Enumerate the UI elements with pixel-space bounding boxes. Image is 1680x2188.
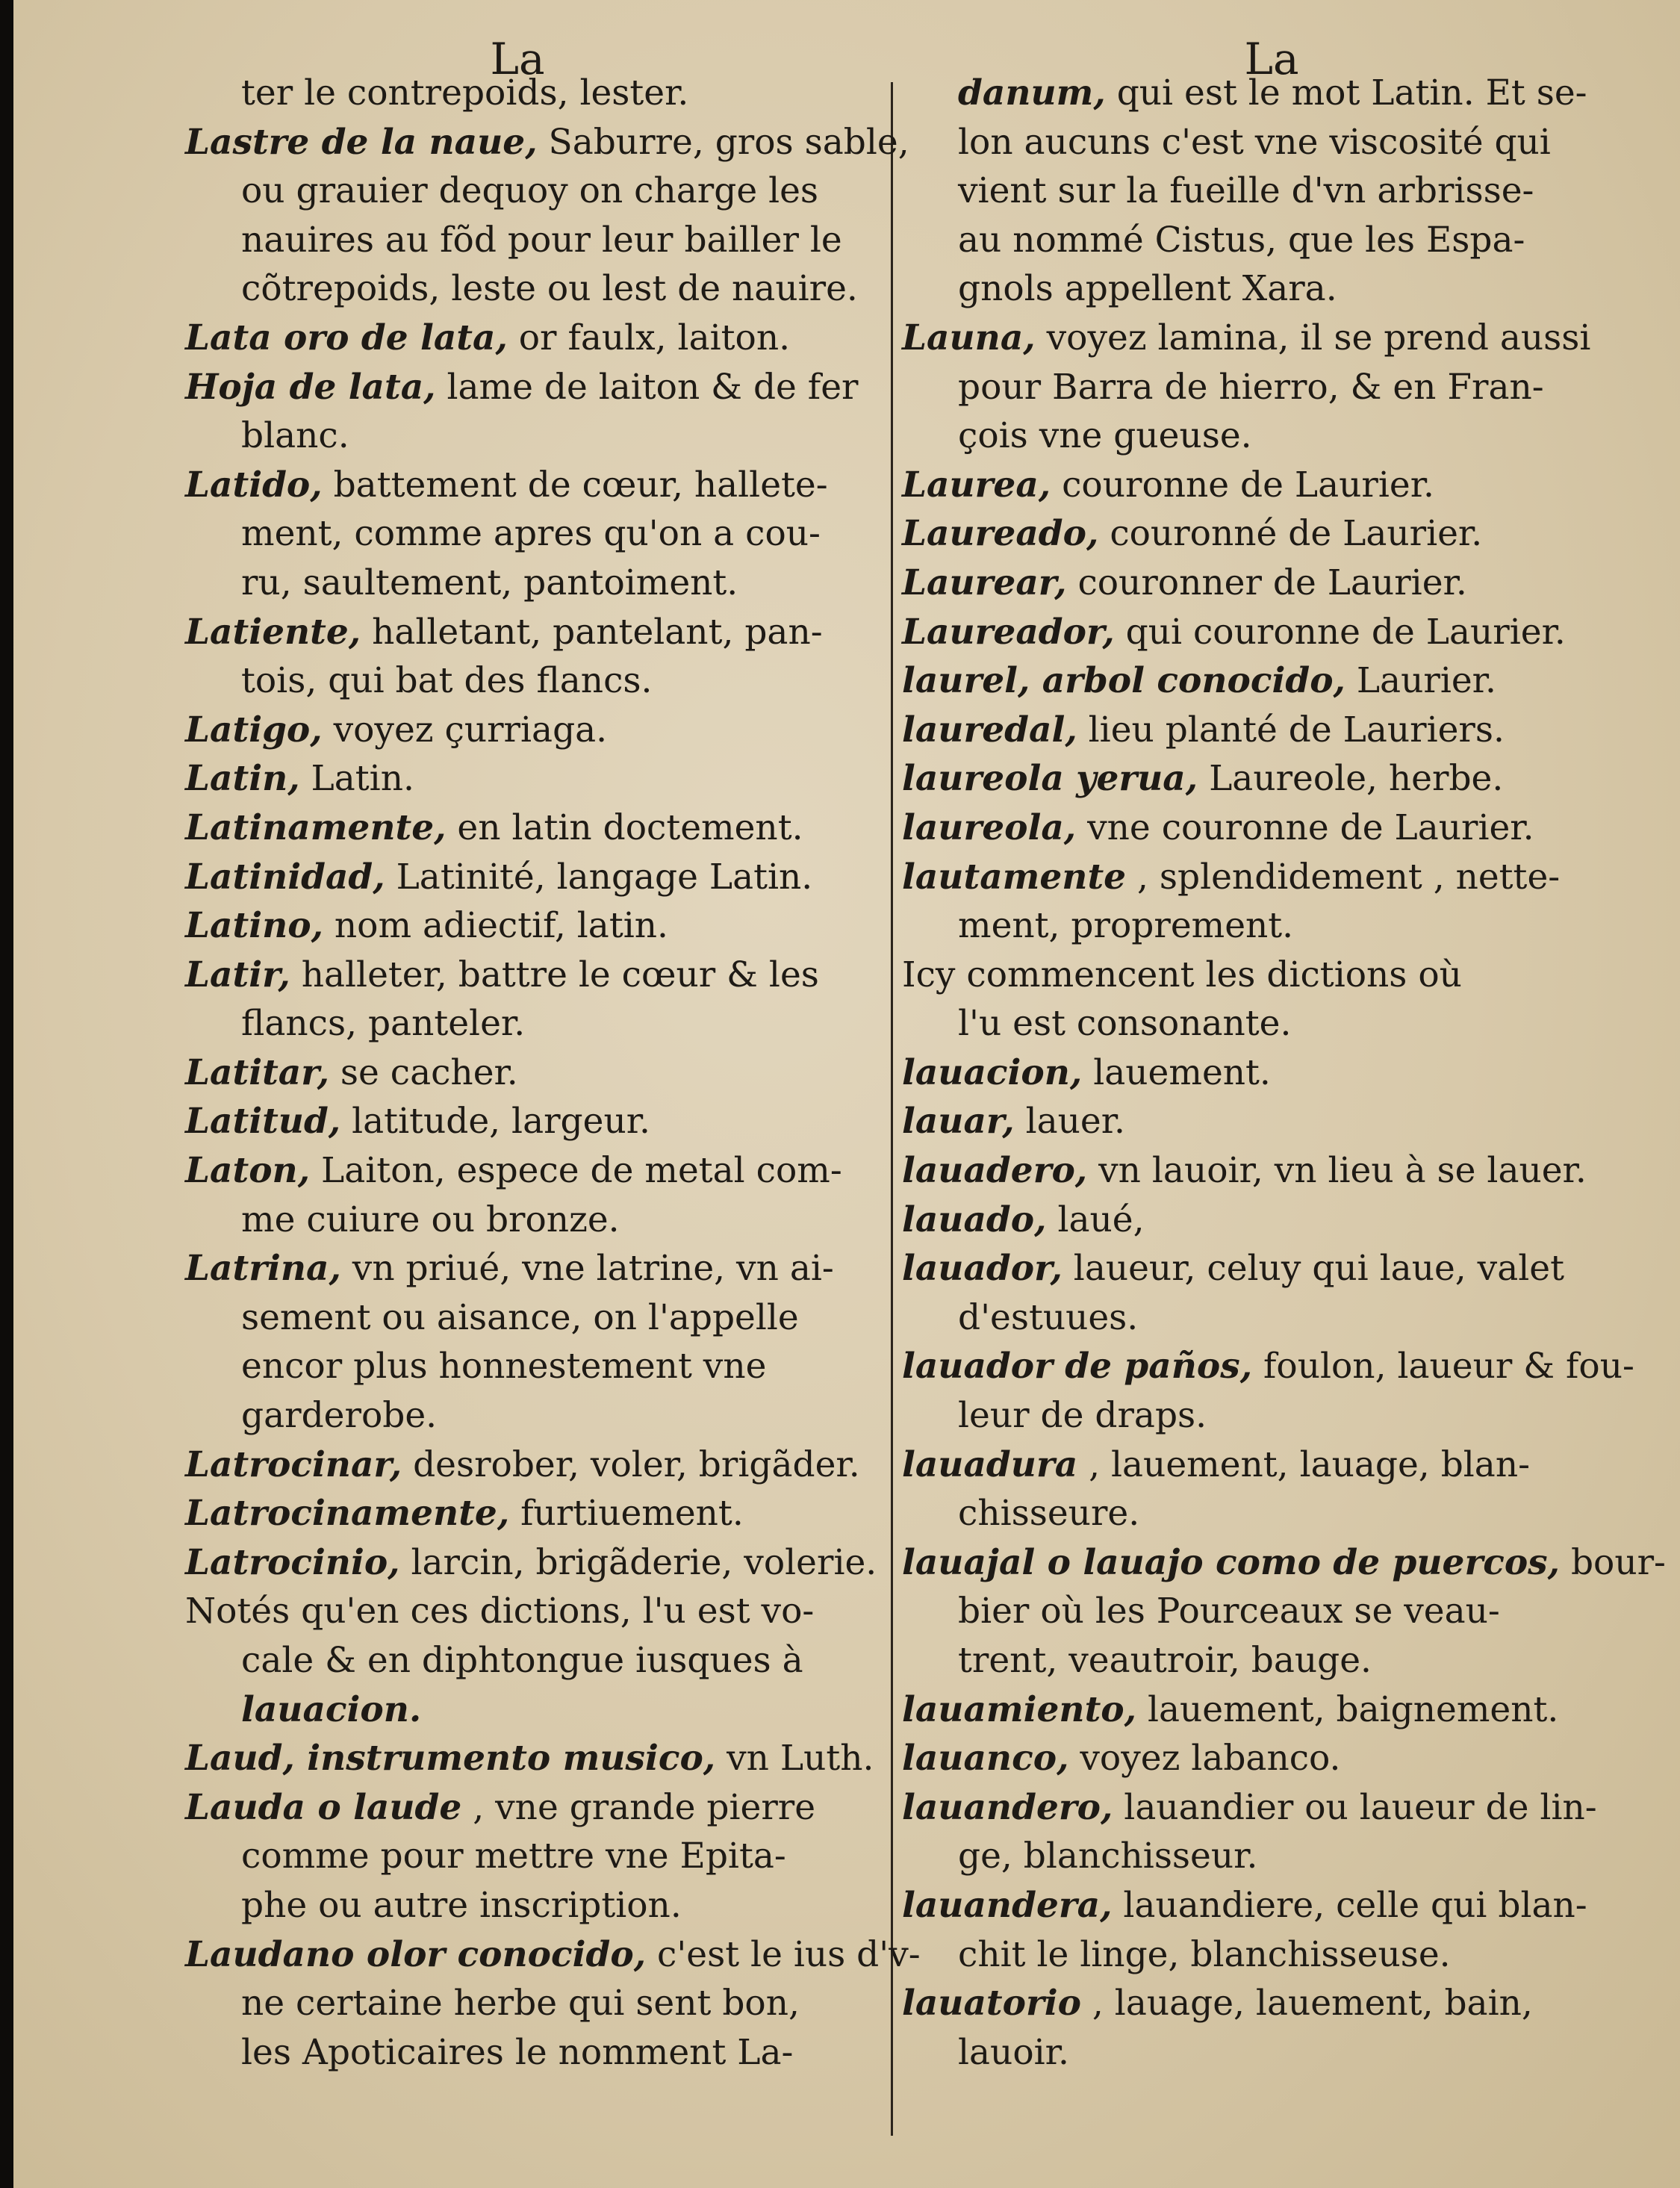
headword: laurel, arbol conocido, (902, 660, 1345, 702)
headword: Lastre de la naue, (185, 121, 538, 163)
entry-line (902, 1832, 1649, 1881)
entry-line (185, 1979, 880, 2028)
headword: Latiente, (185, 611, 361, 653)
entry-line (185, 706, 880, 755)
definition-text: Saburre, gros sable, (537, 121, 909, 163)
entry-line (902, 363, 1649, 412)
entry-line (185, 1244, 880, 1293)
entry-line (902, 1391, 1649, 1440)
entry-line (902, 608, 1649, 657)
definition-text: les Apoticaires le nomment La- (241, 2031, 794, 2073)
definition-text: Latin. (299, 758, 414, 800)
headword: Latino, (185, 905, 323, 947)
entry-line (902, 1881, 1649, 1930)
headword: lauatorio (902, 1983, 1081, 2024)
definition-text: ter le contrepoids, lester. (241, 72, 689, 114)
headword: Laud, instrumento musico, (185, 1738, 716, 1780)
definition-text: vn lauoir, vn lieu à se lauer. (1087, 1150, 1587, 1192)
headword: Latin, (185, 758, 300, 800)
definition-text: qui est le mot Latin. Et se- (1105, 72, 1587, 114)
entry-line (185, 69, 880, 118)
headword: danum, (958, 72, 1106, 114)
entry-line (185, 1342, 880, 1391)
headword: Laureador, (902, 611, 1115, 653)
entry-line (902, 118, 1649, 167)
right-column (902, 69, 1666, 2077)
entry-line (185, 1196, 880, 1245)
definition-text: latitude, largeur. (340, 1101, 650, 1143)
headword: Latir, (185, 954, 290, 995)
headword: Latinamente, (185, 806, 447, 848)
definition-text: lauement. (1082, 1051, 1271, 1093)
definition-text: se cacher. (329, 1051, 518, 1093)
definition-text: foulon, laueur & fou- (1252, 1346, 1634, 1387)
entry-line (185, 608, 880, 657)
definition-text: garderobe. (241, 1395, 438, 1437)
entry-line (902, 1685, 1649, 1735)
definition-text: laueur, celuy qui laue, valet (1062, 1248, 1564, 1290)
entry-line (902, 853, 1649, 902)
entry-line (185, 1636, 880, 1685)
dictionary-page (13, 0, 1680, 2188)
definition-text: sement ou aisance, on l'appelle (241, 1296, 799, 1338)
entry-line (185, 2028, 880, 2077)
entry-line (185, 264, 880, 314)
definition-text: couronné de Laurier. (1098, 513, 1483, 555)
entry-line (185, 1734, 880, 1783)
headword: lauador, (902, 1248, 1063, 1290)
entry-line (185, 901, 880, 951)
headword: Latido, (185, 464, 323, 506)
definition-text: couronne de Laurier. (1051, 464, 1434, 506)
entry-line (902, 754, 1649, 804)
definition-text: qui couronne de Laurier. (1114, 611, 1566, 653)
entry-line (185, 363, 880, 412)
definition-text: nauires au fõd pour leur bailler le (241, 219, 842, 261)
headword: lauar, (902, 1101, 1015, 1143)
entry-line (902, 999, 1649, 1048)
entry-line (185, 509, 880, 559)
headword: Latigo, (185, 709, 323, 750)
definition-text: ment, proprement. (958, 905, 1294, 947)
entry-line (185, 216, 880, 265)
definition-text: tois, qui bat des flancs. (241, 660, 653, 702)
headword: Laureado, (902, 513, 1099, 555)
headword: Latitar, (185, 1051, 329, 1093)
definition-text: pour Barra de hierro, & en Fran- (958, 366, 1544, 408)
definition-text: , splendidement , nette- (1126, 856, 1561, 898)
definition-text: gnols appellent Xara. (958, 268, 1337, 310)
entry-line (902, 1734, 1649, 1783)
entry-line (185, 1685, 880, 1735)
definition-text: blanc. (241, 415, 349, 457)
headword: Launa, (902, 317, 1036, 358)
entry-line (185, 1538, 880, 1588)
definition-text: voyez lamina, il se prend aussi (1035, 317, 1591, 358)
definition-text: halleter, battre le cœur & les (290, 954, 819, 995)
headword: lauajal o lauajo como de puercos, (902, 1541, 1560, 1583)
definition-text: cale & en diphtongue iusques à (241, 1640, 803, 1681)
entry-line (902, 901, 1649, 951)
definition-text: nom adiectif, latin. (323, 905, 668, 947)
definition-text: vient sur la fueille d'vn arbrisse- (958, 170, 1534, 212)
entry-line (185, 1587, 880, 1636)
entry-line (902, 1587, 1649, 1636)
headword: lauadero, (902, 1150, 1088, 1192)
definition-text: cõtrepoids, leste ou lest de nauire. (241, 268, 858, 310)
definition-text: d'estuues. (958, 1296, 1139, 1338)
headword: lauado, (902, 1199, 1047, 1240)
definition-text: en latin doctement. (446, 806, 803, 848)
entry-line (902, 411, 1649, 461)
entry-line (185, 1930, 921, 1980)
entry-line (902, 1489, 1649, 1538)
definition-text: vn Luth. (715, 1738, 874, 1780)
definition-text: ment, comme apres qu'on a cou- (241, 513, 821, 555)
definition-text: chit le linge, blanchisseuse. (958, 1933, 1451, 1975)
headword: lauadura (902, 1443, 1078, 1485)
headword: Laurear, (902, 562, 1067, 603)
headword: Latrocinar, (185, 1443, 402, 1485)
definition-text: c'est le ius d'v- (646, 1933, 921, 1975)
entry-line (902, 1342, 1649, 1391)
definition-text: ne certaine herbe qui sent bon, (241, 1983, 800, 2024)
entry-line (185, 999, 880, 1048)
definition-text: larcin, brigãderie, volerie. (399, 1541, 877, 1583)
headword: lauanco, (902, 1738, 1069, 1780)
definition-text: lieu planté de Lauriers. (1077, 709, 1505, 750)
entry-line (902, 1048, 1649, 1098)
headword: lauandero, (902, 1786, 1113, 1828)
definition-text: halletant, pantelant, pan- (361, 611, 823, 653)
definition-text: or faulx, laiton. (507, 317, 791, 358)
definition-text: lon aucuns c'est vne viscosité qui (958, 121, 1551, 163)
entry-line (902, 706, 1649, 755)
definition-text: trent, veautroir, bauge. (958, 1640, 1372, 1681)
entry-line (902, 264, 1649, 314)
entry-line (185, 314, 880, 363)
headword: laureola, (902, 806, 1077, 848)
definition-text: phe ou autre inscription. (241, 1884, 682, 1926)
entry-line (902, 1538, 1666, 1588)
definition-text: lauandier ou laueur de lin- (1113, 1786, 1597, 1828)
definition-text: , lauage, lauement, bain, (1080, 1983, 1533, 2024)
definition-text: lame de laiton & de fer (435, 366, 859, 408)
headword: Lauda o laude (185, 1786, 462, 1828)
headword: lauamiento, (902, 1688, 1137, 1730)
definition-text: ou grauier dequoy on charge les (241, 170, 819, 212)
entry-line (185, 411, 880, 461)
definition-text: furtiuement. (509, 1493, 744, 1535)
entry-line (902, 1440, 1649, 1490)
definition-text: lauement, baignement. (1136, 1688, 1559, 1730)
entry-line (185, 1832, 880, 1881)
entry-line (902, 656, 1649, 706)
entry-line (902, 1979, 1649, 2028)
definition-text: voyez labanco. (1068, 1738, 1341, 1780)
definition-text: lauandiere, celle qui blan- (1112, 1884, 1587, 1926)
definition-text: Icy commencent les dictions où (902, 954, 1462, 995)
definition-text: Laureole, herbe. (1198, 758, 1504, 800)
column-divider (891, 82, 893, 2136)
left-column (185, 69, 921, 2077)
definition-text: Latinité, langage Latin. (385, 856, 813, 898)
headword: Latrina, (185, 1248, 341, 1290)
definition-text: Laurier. (1345, 660, 1496, 702)
entry-line (185, 1391, 880, 1440)
left-running-head: La (490, 34, 545, 84)
headword: Laurea, (902, 464, 1051, 506)
entry-line (185, 167, 880, 216)
entry-line (902, 951, 1649, 1000)
entry-line (902, 1244, 1649, 1293)
entry-line (185, 853, 880, 902)
definition-text: voyez çurriaga. (322, 709, 608, 750)
definition-text: couronner de Laurier. (1066, 562, 1467, 603)
definition-text: bier où les Pourceaux se veau- (958, 1591, 1500, 1632)
entry-line (902, 461, 1649, 510)
definition-text: çois vne gueuse. (958, 415, 1252, 457)
headword: lauredal, (902, 709, 1077, 750)
entry-line (185, 1881, 880, 1930)
definition-text: battement de cœur, hallete- (322, 464, 828, 506)
headword: Lata oro de lata, (185, 317, 508, 358)
definition-text: au nommé Cistus, que les Espa- (958, 219, 1525, 261)
headword: Latrocinio, (185, 1541, 400, 1583)
entry-line (185, 1440, 880, 1490)
entry-line (902, 69, 1649, 118)
entry-line (902, 167, 1649, 216)
entry-line (185, 951, 880, 1000)
headword: Latitud, (185, 1101, 341, 1143)
definition-text: Laiton, espece de metal com- (310, 1150, 842, 1192)
entry-line (185, 1146, 880, 1196)
entry-line (902, 1783, 1649, 1833)
entry-line (902, 2028, 1649, 2077)
definition-text: vne couronne de Laurier. (1076, 806, 1534, 848)
definition-text: me cuiure ou bronze. (241, 1199, 620, 1240)
entry-line (185, 1489, 880, 1538)
headword: Latinidad, (185, 856, 385, 898)
entry-line (902, 559, 1649, 608)
entry-line (185, 1293, 880, 1343)
definition-text: leur de draps. (958, 1395, 1207, 1437)
entry-line (902, 1636, 1649, 1685)
entry-line (185, 1097, 880, 1146)
headword: laureola yerua, (902, 758, 1198, 800)
headword: Latrocinamente, (185, 1493, 510, 1535)
headword: Laudano olor conocido, (185, 1933, 647, 1975)
definition-text: vn priué, vne latrine, vn ai- (340, 1248, 834, 1290)
headword: lautamente (902, 856, 1127, 898)
entry-line (185, 1048, 880, 1098)
entry-line (902, 1930, 1649, 1980)
definition-text: chisseure. (958, 1493, 1140, 1535)
definition-text: comme pour mettre vne Epita- (241, 1836, 786, 1877)
definition-text: encor plus honnestement vne (241, 1346, 767, 1387)
entry-line (185, 559, 880, 608)
headword: Laton, (185, 1150, 311, 1192)
definition-text: l'u est consonante. (958, 1003, 1292, 1045)
entry-line (902, 804, 1649, 853)
headword: Hoja de lata, (185, 366, 436, 408)
definition-text: desrober, voler, brigãder. (402, 1443, 860, 1485)
entry-line (902, 1293, 1649, 1343)
entry-line (902, 1196, 1649, 1245)
entry-line (185, 118, 909, 167)
headword: lauacion, (902, 1051, 1083, 1093)
right-running-head: La (1244, 34, 1299, 84)
headword: lauacion. (241, 1688, 422, 1730)
definition-text: , vne grande pierre (461, 1786, 816, 1828)
definition-text: bour- (1560, 1541, 1666, 1583)
definition-text: , lauement, lauage, blan- (1077, 1443, 1530, 1485)
entry-line (185, 804, 880, 853)
definition-text: lauer. (1014, 1101, 1125, 1143)
entry-line (185, 754, 880, 804)
definition-text: laué, (1046, 1199, 1145, 1240)
definition-text: flancs, panteler. (241, 1003, 526, 1045)
definition-text: ru, saultement, pantoiment. (241, 562, 738, 603)
entry-line (902, 509, 1649, 559)
entry-line (902, 1146, 1649, 1196)
definition-text: Notés qu'en ces dictions, l'u est vo- (185, 1591, 815, 1632)
entry-line (185, 1783, 880, 1833)
definition-text: lauoir. (958, 2031, 1069, 2073)
entry-line (185, 656, 880, 706)
entry-line (902, 314, 1649, 363)
entry-line (185, 461, 880, 510)
definition-text: ge, blanchisseur. (958, 1836, 1258, 1877)
headword: lauador de paños, (902, 1346, 1253, 1387)
headword: lauandera, (902, 1884, 1113, 1926)
entry-line (902, 1097, 1649, 1146)
entry-line (902, 216, 1649, 265)
